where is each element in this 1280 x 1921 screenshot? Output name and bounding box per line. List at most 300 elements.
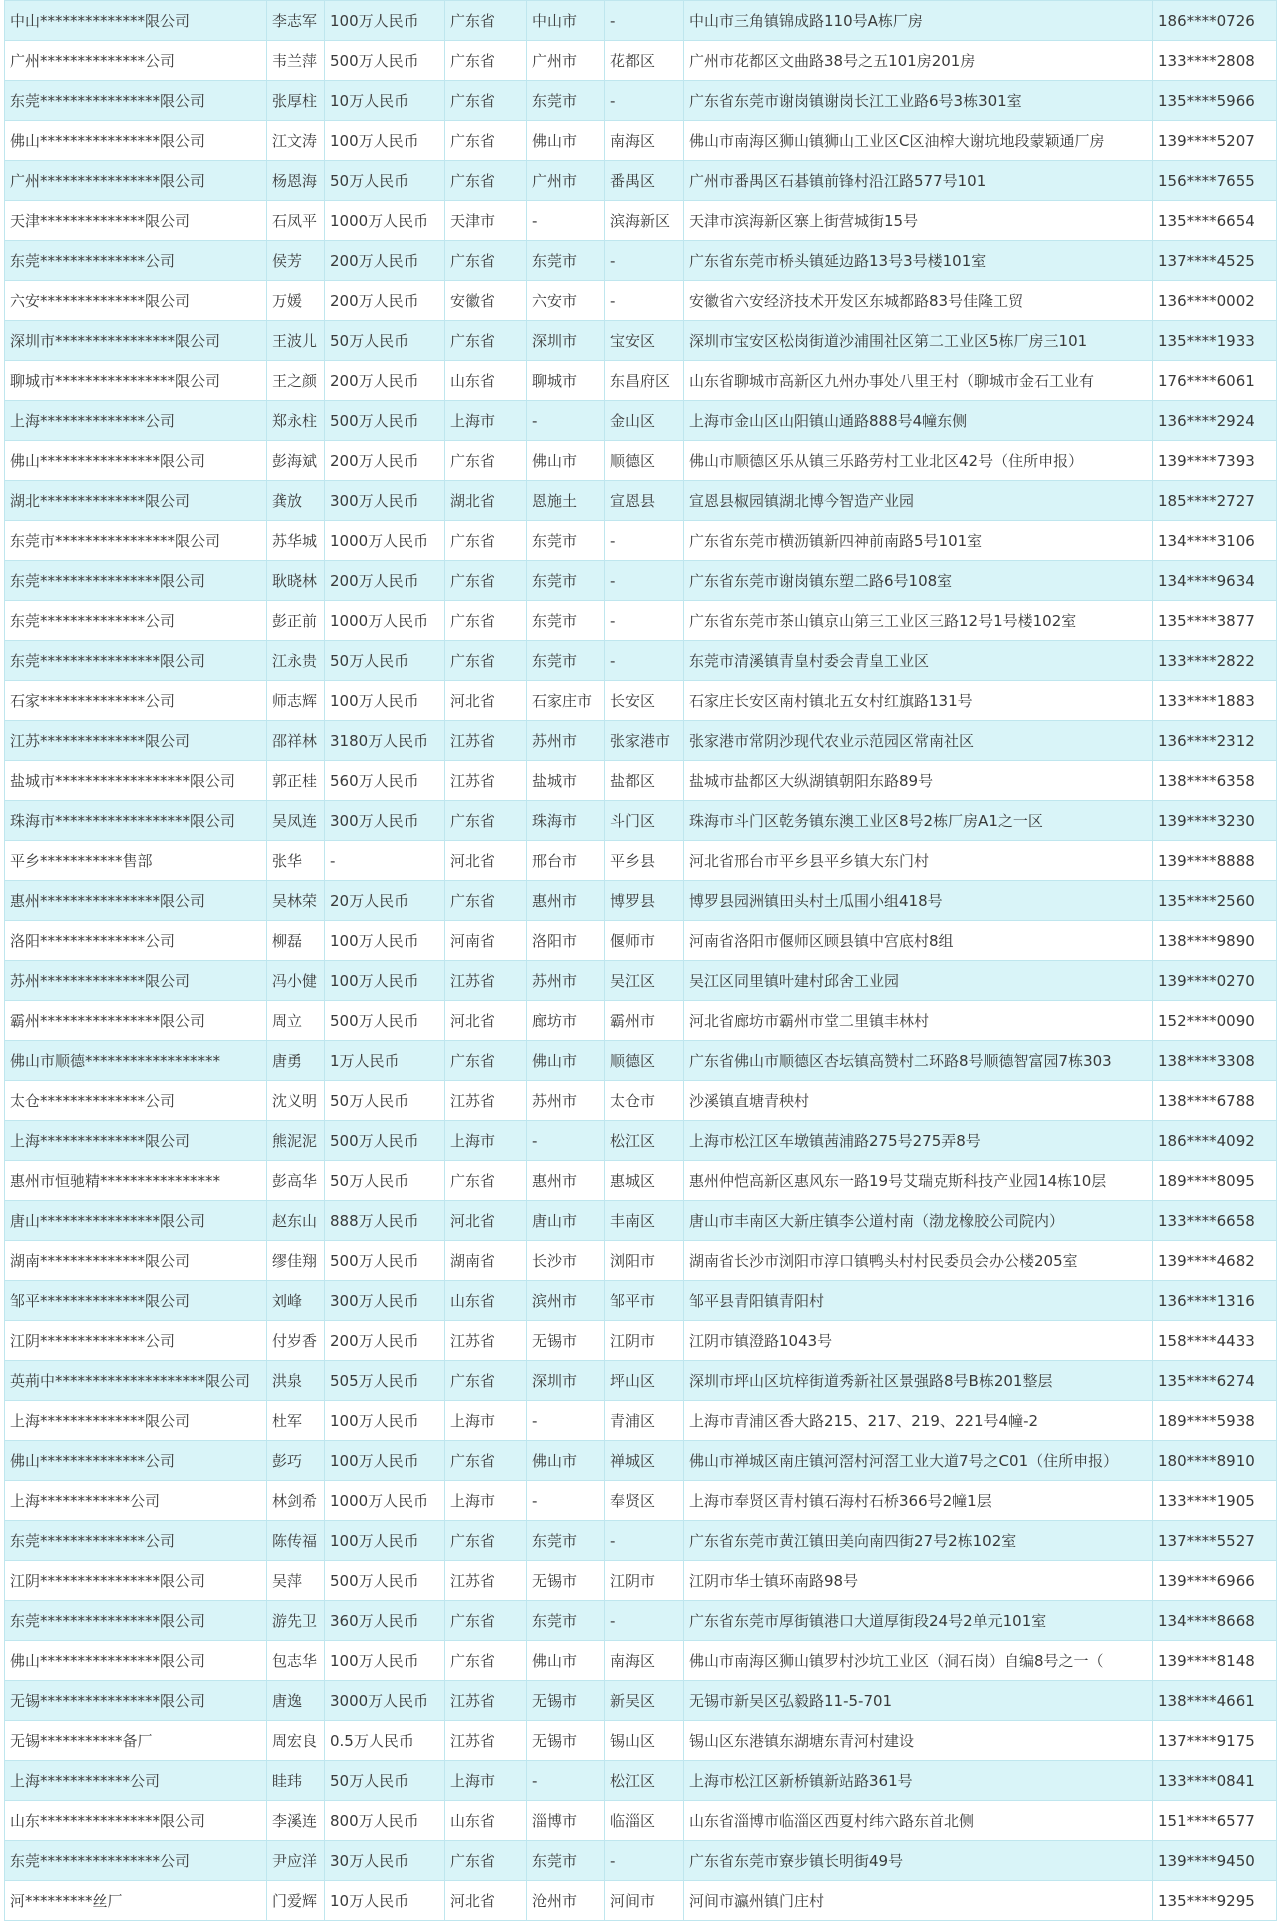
contact-person-cell: 吴林荣 (267, 881, 325, 921)
registered-capital-cell: 100万人民币 (325, 961, 445, 1001)
contact-person-cell: 张厚柱 (267, 81, 325, 121)
province-cell: 天津市 (445, 201, 527, 241)
company-name-cell: 中山**************限公司 (5, 1, 267, 41)
district-cell: - (605, 601, 684, 641)
district-cell: - (605, 241, 684, 281)
table-row (5, 241, 1277, 281)
district-cell: 江阴市 (605, 1321, 684, 1361)
address-cell: 邹平县青阳镇青阳村 (684, 1281, 1153, 1321)
district-cell: 坪山区 (605, 1361, 684, 1401)
company-name-cell: 河*********丝厂 (5, 1881, 267, 1921)
table-row (5, 881, 1277, 921)
district-cell: - (605, 561, 684, 601)
registered-capital-cell: - (325, 841, 445, 881)
registered-capital-cell: 50万人民币 (325, 1161, 445, 1201)
phone-cell: 133****6658 (1153, 1201, 1277, 1241)
contact-person-cell: 张华 (267, 841, 325, 881)
company-name-cell: 东莞市****************限公司 (5, 521, 267, 561)
district-cell: 花都区 (605, 41, 684, 81)
table-row (5, 1521, 1277, 1561)
province-cell: 广东省 (445, 1361, 527, 1401)
city-cell: 惠州市 (527, 1161, 605, 1201)
phone-cell: 136****2312 (1153, 721, 1277, 761)
city-cell: 洛阳市 (527, 921, 605, 961)
city-cell: - (527, 1121, 605, 1161)
phone-cell: 134****8668 (1153, 1601, 1277, 1641)
table-row (5, 81, 1277, 121)
province-cell: 河北省 (445, 841, 527, 881)
table-row (5, 681, 1277, 721)
contact-person-cell: 赵东山 (267, 1201, 325, 1241)
registered-capital-cell: 100万人民币 (325, 121, 445, 161)
registered-capital-cell: 30万人民币 (325, 1841, 445, 1881)
contact-person-cell: 苏华城 (267, 521, 325, 561)
company-name-cell: 英荊中********************限公司 (5, 1361, 267, 1401)
province-cell: 广东省 (445, 441, 527, 481)
address-cell: 江阴市华士镇环南路98号 (684, 1561, 1153, 1601)
province-cell: 广东省 (445, 521, 527, 561)
province-cell: 上海市 (445, 1401, 527, 1441)
province-cell: 江苏省 (445, 1681, 527, 1721)
address-cell: 中山市三角镇锦成路110号A栋厂房 (684, 1, 1153, 41)
table-row (5, 1601, 1277, 1641)
address-cell: 河北省廊坊市霸州市堂二里镇丰林村 (684, 1001, 1153, 1041)
address-cell: 广东省东莞市桥头镇延边路13号3号楼101室 (684, 241, 1153, 281)
table-row (5, 561, 1277, 601)
city-cell: 中山市 (527, 1, 605, 41)
city-cell: 佛山市 (527, 1041, 605, 1081)
city-cell: 东莞市 (527, 1521, 605, 1561)
province-cell: 广东省 (445, 1841, 527, 1881)
registered-capital-cell: 800万人民币 (325, 1801, 445, 1841)
company-name-cell: 广州****************限公司 (5, 161, 267, 201)
company-name-cell: 东莞**************公司 (5, 241, 267, 281)
address-cell: 河间市瀛州镇门庄村 (684, 1881, 1153, 1921)
table-row (5, 161, 1277, 201)
company-name-cell: 东莞**************公司 (5, 1521, 267, 1561)
address-cell: 广东省东莞市黄江镇田美向南四街27号2栋102室 (684, 1521, 1153, 1561)
province-cell: 河北省 (445, 1881, 527, 1921)
company-name-cell: 珠海市******************限公司 (5, 801, 267, 841)
city-cell: 东莞市 (527, 1601, 605, 1641)
contact-person-cell: 江永贵 (267, 641, 325, 681)
registered-capital-cell: 360万人民币 (325, 1601, 445, 1641)
address-cell: 东莞市清溪镇青皇村委会青皇工业区 (684, 641, 1153, 681)
district-cell: 浏阳市 (605, 1241, 684, 1281)
phone-cell: 139****0270 (1153, 961, 1277, 1001)
registered-capital-cell: 10万人民币 (325, 81, 445, 121)
phone-cell: 139****3230 (1153, 801, 1277, 841)
phone-cell: 136****0002 (1153, 281, 1277, 321)
phone-cell: 186****4092 (1153, 1121, 1277, 1161)
district-cell: - (605, 281, 684, 321)
phone-cell: 137****4525 (1153, 241, 1277, 281)
district-cell: - (605, 1, 684, 41)
address-cell: 上海市金山区山阳镇山通路888号4幢东侧 (684, 401, 1153, 441)
registered-capital-cell: 500万人民币 (325, 401, 445, 441)
table-row (5, 1401, 1277, 1441)
address-cell: 广州市花都区文曲路38号之五101房201房 (684, 41, 1153, 81)
city-cell: 廊坊市 (527, 1001, 605, 1041)
contact-person-cell: 包志华 (267, 1641, 325, 1681)
city-cell: 聊城市 (527, 361, 605, 401)
province-cell: 上海市 (445, 1121, 527, 1161)
city-cell: 唐山市 (527, 1201, 605, 1241)
registered-capital-cell: 50万人民币 (325, 1761, 445, 1801)
contact-person-cell: 周立 (267, 1001, 325, 1041)
table-row (5, 1041, 1277, 1081)
company-name-cell: 山东****************限公司 (5, 1801, 267, 1841)
district-cell: - (605, 1841, 684, 1881)
phone-cell: 158****4433 (1153, 1321, 1277, 1361)
district-cell: - (605, 81, 684, 121)
address-cell: 佛山市南海区狮山镇狮山工业区C区油榨大谢坑地段蒙颖通厂房 (684, 121, 1153, 161)
registered-capital-cell: 300万人民币 (325, 481, 445, 521)
company-name-cell: 东莞****************限公司 (5, 561, 267, 601)
district-cell: 奉贤区 (605, 1481, 684, 1521)
province-cell: 广东省 (445, 1041, 527, 1081)
address-cell: 上海市松江区新桥镇新站路361号 (684, 1761, 1153, 1801)
district-cell: 丰南区 (605, 1201, 684, 1241)
contact-person-cell: 李志军 (267, 1, 325, 41)
province-cell: 广东省 (445, 41, 527, 81)
phone-cell: 139****6966 (1153, 1561, 1277, 1601)
contact-person-cell: 龚放 (267, 481, 325, 521)
table-row (5, 1081, 1277, 1121)
address-cell: 佛山市禅城区南庄镇河滘村河滘工业大道7号之C01（住所申报） (684, 1441, 1153, 1481)
phone-cell: 139****8148 (1153, 1641, 1277, 1681)
province-cell: 广东省 (445, 1441, 527, 1481)
company-name-cell: 佛山****************限公司 (5, 1641, 267, 1681)
company-name-cell: 江阴****************限公司 (5, 1561, 267, 1601)
table-row (5, 201, 1277, 241)
province-cell: 广东省 (445, 1161, 527, 1201)
contact-person-cell: 冯小健 (267, 961, 325, 1001)
address-cell: 上海市青浦区香大路215、217、219、221号4幢-2 (684, 1401, 1153, 1441)
table-row (5, 321, 1277, 361)
city-cell: 东莞市 (527, 601, 605, 641)
province-cell: 江苏省 (445, 1081, 527, 1121)
address-cell: 上海市松江区车墩镇茜浦路275号275弄8号 (684, 1121, 1153, 1161)
registered-capital-cell: 3180万人民币 (325, 721, 445, 761)
table-row (5, 761, 1277, 801)
contact-person-cell: 刘峰 (267, 1281, 325, 1321)
company-name-cell: 洛阳**************公司 (5, 921, 267, 961)
city-cell: 长沙市 (527, 1241, 605, 1281)
contact-person-cell: 彭正前 (267, 601, 325, 641)
company-name-cell: 无锡***********备厂 (5, 1721, 267, 1761)
city-cell: - (527, 1481, 605, 1521)
district-cell: 滨海新区 (605, 201, 684, 241)
city-cell: 淄博市 (527, 1801, 605, 1841)
district-cell: 禅城区 (605, 1441, 684, 1481)
address-cell: 山东省淄博市临淄区西夏村纬六路东首北侧 (684, 1801, 1153, 1841)
province-cell: 广东省 (445, 81, 527, 121)
district-cell: 博罗县 (605, 881, 684, 921)
contact-person-cell: 耿晓林 (267, 561, 325, 601)
registered-capital-cell: 50万人民币 (325, 161, 445, 201)
company-name-cell: 石家**************公司 (5, 681, 267, 721)
address-cell: 湖南省长沙市浏阳市淳口镇鸭头村村民委员会办公楼205室 (684, 1241, 1153, 1281)
district-cell: 惠城区 (605, 1161, 684, 1201)
province-cell: 广东省 (445, 1521, 527, 1561)
phone-cell: 136****1316 (1153, 1281, 1277, 1321)
phone-cell: 151****6577 (1153, 1801, 1277, 1841)
district-cell: 临淄区 (605, 1801, 684, 1841)
province-cell: 湖南省 (445, 1241, 527, 1281)
address-cell: 盐城市盐都区大纵湖镇朝阳东路89号 (684, 761, 1153, 801)
company-name-cell: 佛山****************限公司 (5, 441, 267, 481)
district-cell: 番禺区 (605, 161, 684, 201)
address-cell: 博罗县园洲镇田头村土瓜围小组418号 (684, 881, 1153, 921)
city-cell: 无锡市 (527, 1561, 605, 1601)
address-cell: 河北省邢台市平乡县平乡镇大东门村 (684, 841, 1153, 881)
city-cell: 珠海市 (527, 801, 605, 841)
registered-capital-cell: 888万人民币 (325, 1201, 445, 1241)
registered-capital-cell: 500万人民币 (325, 1561, 445, 1601)
province-cell: 河北省 (445, 1001, 527, 1041)
contact-person-cell: 李溪连 (267, 1801, 325, 1841)
contact-person-cell: 沈义明 (267, 1081, 325, 1121)
phone-cell: 133****1905 (1153, 1481, 1277, 1521)
contact-person-cell: 门爱辉 (267, 1881, 325, 1921)
contact-person-cell: 王波儿 (267, 321, 325, 361)
province-cell: 河北省 (445, 1201, 527, 1241)
phone-cell: 138****4661 (1153, 1681, 1277, 1721)
registered-capital-cell: 1000万人民币 (325, 1481, 445, 1521)
city-cell: 佛山市 (527, 1441, 605, 1481)
city-cell: - (527, 1401, 605, 1441)
province-cell: 广东省 (445, 1, 527, 41)
company-name-cell: 苏州**************限公司 (5, 961, 267, 1001)
table-row (5, 1361, 1277, 1401)
province-cell: 广东省 (445, 1601, 527, 1641)
contact-person-cell: 王之颜 (267, 361, 325, 401)
district-cell: 南海区 (605, 121, 684, 161)
province-cell: 广东省 (445, 641, 527, 681)
table-row (5, 1681, 1277, 1721)
table-row (5, 1281, 1277, 1321)
phone-cell: 135****6654 (1153, 201, 1277, 241)
contact-person-cell: 万媛 (267, 281, 325, 321)
table-row (5, 1121, 1277, 1161)
phone-cell: 138****9890 (1153, 921, 1277, 961)
registered-capital-cell: 200万人民币 (325, 281, 445, 321)
province-cell: 江苏省 (445, 1721, 527, 1761)
address-cell: 广东省东莞市茶山镇京山第三工业区三路12号1号楼102室 (684, 601, 1153, 641)
city-cell: 广州市 (527, 41, 605, 81)
registered-capital-cell: 560万人民币 (325, 761, 445, 801)
address-cell: 广东省东莞市厚街镇港口大道厚街段24号2单元101室 (684, 1601, 1153, 1641)
address-cell: 山东省聊城市高新区九州办事处八里王村（聊城市金石工业有 (684, 361, 1153, 401)
address-cell: 锡山区东港镇东湖塘东青河村建设 (684, 1721, 1153, 1761)
province-cell: 河北省 (445, 681, 527, 721)
phone-cell: 133****2808 (1153, 41, 1277, 81)
address-cell: 佛山市南海区狮山镇罗村沙坑工业区（洞石岗）自编8号之一（ (684, 1641, 1153, 1681)
registered-capital-cell: 1000万人民币 (325, 201, 445, 241)
district-cell: 金山区 (605, 401, 684, 441)
table-row (5, 521, 1277, 561)
province-cell: 广东省 (445, 801, 527, 841)
city-cell: 邢台市 (527, 841, 605, 881)
district-cell: 张家港市 (605, 721, 684, 761)
registered-capital-cell: 10万人民币 (325, 1881, 445, 1921)
table-row (5, 921, 1277, 961)
phone-cell: 137****5527 (1153, 1521, 1277, 1561)
province-cell: 广东省 (445, 121, 527, 161)
contact-person-cell: 陈传福 (267, 1521, 325, 1561)
company-table (4, 0, 1277, 1921)
contact-person-cell: 杨恩海 (267, 161, 325, 201)
registered-capital-cell: 200万人民币 (325, 1321, 445, 1361)
registered-capital-cell: 50万人民币 (325, 641, 445, 681)
contact-person-cell: 柳磊 (267, 921, 325, 961)
province-cell: 广东省 (445, 881, 527, 921)
address-cell: 深圳市坪山区坑梓街道秀新社区景强路8号B栋201整层 (684, 1361, 1153, 1401)
province-cell: 江苏省 (445, 761, 527, 801)
address-cell: 广东省东莞市谢岗镇谢岗长江工业路6号3栋301室 (684, 81, 1153, 121)
city-cell: 佛山市 (527, 121, 605, 161)
table-row (5, 1561, 1277, 1601)
company-name-cell: 平乡***********售部 (5, 841, 267, 881)
contact-person-cell: 彭高华 (267, 1161, 325, 1201)
registered-capital-cell: 0.5万人民币 (325, 1721, 445, 1761)
table-row (5, 441, 1277, 481)
city-cell: 广州市 (527, 161, 605, 201)
phone-cell: 139****9450 (1153, 1841, 1277, 1881)
company-name-cell: 霸州****************限公司 (5, 1001, 267, 1041)
province-cell: 上海市 (445, 1761, 527, 1801)
address-cell: 广东省佛山市顺德区杏坛镇高赞村二环路8号顺德智富园7栋303 (684, 1041, 1153, 1081)
phone-cell: 189****5938 (1153, 1401, 1277, 1441)
contact-person-cell: 江文涛 (267, 121, 325, 161)
contact-person-cell: 郑永柱 (267, 401, 325, 441)
city-cell: - (527, 1761, 605, 1801)
address-cell: 惠州仲恺高新区惠风东一路19号艾瑞克斯科技产业园14栋10层 (684, 1161, 1153, 1201)
phone-cell: 152****0090 (1153, 1001, 1277, 1041)
table-row (5, 1641, 1277, 1681)
table-row (5, 1, 1277, 41)
registered-capital-cell: 500万人民币 (325, 1241, 445, 1281)
contact-person-cell: 郭正桂 (267, 761, 325, 801)
city-cell: 无锡市 (527, 1681, 605, 1721)
table-row (5, 361, 1277, 401)
phone-cell: 176****6061 (1153, 361, 1277, 401)
province-cell: 山东省 (445, 1281, 527, 1321)
contact-person-cell: 周宏良 (267, 1721, 325, 1761)
province-cell: 江苏省 (445, 961, 527, 1001)
district-cell: 霸州市 (605, 1001, 684, 1041)
address-cell: 广东省东莞市谢岗镇东塑二路6号108室 (684, 561, 1153, 601)
city-cell: 佛山市 (527, 441, 605, 481)
company-name-cell: 深圳市****************限公司 (5, 321, 267, 361)
company-name-cell: 湖北**************限公司 (5, 481, 267, 521)
district-cell: 顺德区 (605, 1041, 684, 1081)
city-cell: 苏州市 (527, 961, 605, 1001)
province-cell: 广东省 (445, 561, 527, 601)
city-cell: 东莞市 (527, 641, 605, 681)
phone-cell: 135****6274 (1153, 1361, 1277, 1401)
phone-cell: 135****9295 (1153, 1881, 1277, 1921)
table-row (5, 41, 1277, 81)
province-cell: 上海市 (445, 401, 527, 441)
phone-cell: 137****9175 (1153, 1721, 1277, 1761)
province-cell: 广东省 (445, 321, 527, 361)
contact-person-cell: 韦兰萍 (267, 41, 325, 81)
contact-person-cell: 洪泉 (267, 1361, 325, 1401)
registered-capital-cell: 50万人民币 (325, 321, 445, 361)
contact-person-cell: 唐勇 (267, 1041, 325, 1081)
registered-capital-cell: 200万人民币 (325, 441, 445, 481)
district-cell: 青浦区 (605, 1401, 684, 1441)
address-cell: 深圳市宝安区松岗街道沙浦围社区第二工业区5栋厂房三101 (684, 321, 1153, 361)
company-name-cell: 太仓**************公司 (5, 1081, 267, 1121)
city-cell: 佛山市 (527, 1641, 605, 1681)
contact-person-cell: 吴萍 (267, 1561, 325, 1601)
company-name-cell: 江阴**************公司 (5, 1321, 267, 1361)
registered-capital-cell: 100万人民币 (325, 1, 445, 41)
contact-person-cell: 彭海斌 (267, 441, 325, 481)
table-row (5, 1001, 1277, 1041)
contact-person-cell: 林剑希 (267, 1481, 325, 1521)
company-table-container (4, 0, 1280, 1920)
registered-capital-cell: 3000万人民币 (325, 1681, 445, 1721)
city-cell: 沧州市 (527, 1881, 605, 1921)
table-row (5, 1201, 1277, 1241)
phone-cell: 136****2924 (1153, 401, 1277, 441)
district-cell: 新吴区 (605, 1681, 684, 1721)
city-cell: 无锡市 (527, 1721, 605, 1761)
phone-cell: 133****0841 (1153, 1761, 1277, 1801)
address-cell: 珠海市斗门区乾务镇东澳工业区8号2栋厂房A1之一区 (684, 801, 1153, 841)
district-cell: 东昌府区 (605, 361, 684, 401)
address-cell: 吴江区同里镇叶建村邱舍工业园 (684, 961, 1153, 1001)
table-row (5, 1441, 1277, 1481)
company-name-cell: 上海**************限公司 (5, 1401, 267, 1441)
registered-capital-cell: 500万人民币 (325, 1001, 445, 1041)
address-cell: 上海市奉贤区青村镇石海村石桥366号2幢1层 (684, 1481, 1153, 1521)
registered-capital-cell: 20万人民币 (325, 881, 445, 921)
table-row (5, 721, 1277, 761)
registered-capital-cell: 300万人民币 (325, 801, 445, 841)
company-name-cell: 盐城市******************限公司 (5, 761, 267, 801)
table-row (5, 801, 1277, 841)
company-name-cell: 东莞****************公司 (5, 1841, 267, 1881)
phone-cell: 156****7655 (1153, 161, 1277, 201)
contact-person-cell: 付岁香 (267, 1321, 325, 1361)
city-cell: 深圳市 (527, 1361, 605, 1401)
district-cell: - (605, 641, 684, 681)
phone-cell: 139****8888 (1153, 841, 1277, 881)
contact-person-cell: 游先卫 (267, 1601, 325, 1641)
company-name-cell: 上海************公司 (5, 1481, 267, 1521)
contact-person-cell: 吴凤连 (267, 801, 325, 841)
table-row (5, 601, 1277, 641)
phone-cell: 138****6788 (1153, 1081, 1277, 1121)
district-cell: 河间市 (605, 1881, 684, 1921)
company-name-cell: 东莞**************公司 (5, 601, 267, 641)
company-name-cell: 上海**************公司 (5, 401, 267, 441)
phone-cell: 135****5966 (1153, 81, 1277, 121)
phone-cell: 135****2560 (1153, 881, 1277, 921)
address-cell: 佛山市顺德区乐从镇三乐路劳村工业北区42号（住所申报） (684, 441, 1153, 481)
company-name-cell: 六安**************限公司 (5, 281, 267, 321)
address-cell: 天津市滨海新区寨上街营城街15号 (684, 201, 1153, 241)
phone-cell: 186****0726 (1153, 1, 1277, 41)
address-cell: 唐山市丰南区大新庄镇李公道村南（渤龙橡胶公司院内） (684, 1201, 1153, 1241)
phone-cell: 134****3106 (1153, 521, 1277, 561)
table-row (5, 1241, 1277, 1281)
